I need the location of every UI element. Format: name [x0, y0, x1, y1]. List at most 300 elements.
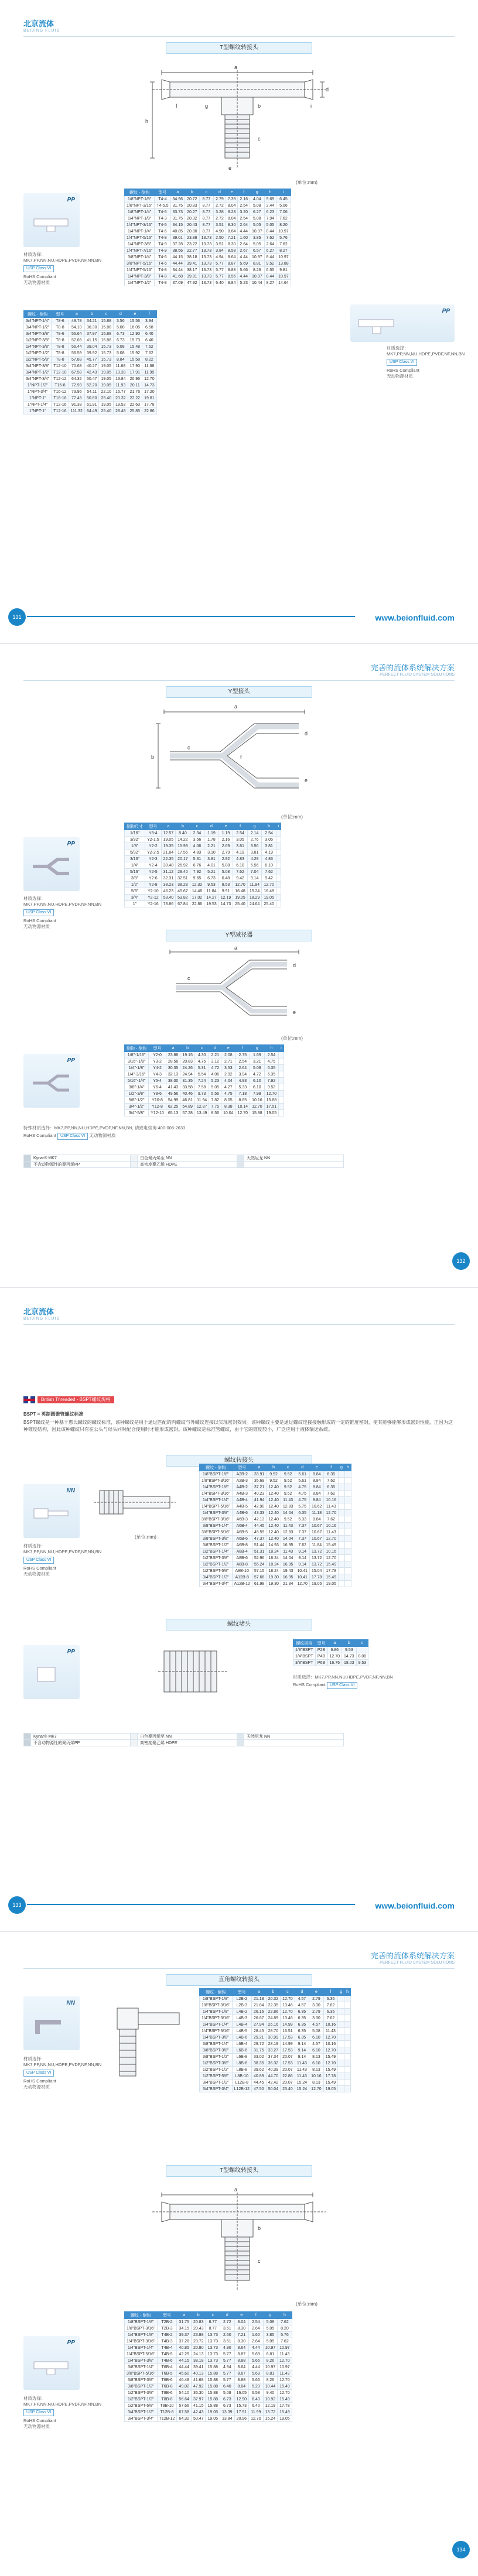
table-cell: 12.83 [281, 1503, 295, 1510]
table-row [125, 2409, 292, 2416]
svg-text:g: g [205, 103, 209, 109]
table-cell: 1" [125, 901, 145, 907]
table-cell: 3.51 [214, 241, 226, 248]
table-cell: 12.40 [267, 1510, 281, 1516]
table-cell: 13.73 [199, 235, 214, 241]
table-cell: 4.19 [262, 849, 276, 856]
table-cell: 17.53 [281, 2034, 295, 2041]
table-cell: A4B-5 [232, 1503, 252, 1510]
table-cell: 3.28 [214, 209, 226, 215]
column-header: b [266, 1989, 281, 1996]
table-cell: 2.69 [218, 843, 233, 849]
table-cell: 1/2"BSPT-3/8" [125, 2390, 158, 2396]
usp-badge: USP Class VI [387, 359, 417, 366]
column-header: d [295, 1989, 309, 1996]
table-cell: L8B-6 [232, 2060, 251, 2067]
table-cell: T12-10 [52, 369, 69, 376]
column-header: a [327, 1640, 342, 1647]
table-cell: Y2-2.5 [145, 849, 162, 856]
table-cell [344, 1471, 351, 1478]
table-cell: 10.14 [235, 1104, 250, 1110]
table-cell: 15.49 [324, 1561, 339, 1568]
table-cell [276, 862, 281, 869]
table-cell [276, 895, 281, 901]
table-cell: 1/4"NPT-3/8" [24, 344, 52, 350]
table-row [125, 2351, 292, 2358]
table-cell: 2.79 [214, 196, 226, 203]
table-cell: 4.90 [220, 2345, 235, 2351]
table-cell: 4.19 [233, 849, 248, 856]
table-cell: T4-8 [155, 267, 170, 273]
table-cell: 3/4"NPT-1/4" [24, 318, 52, 324]
table-cell: 3.30 [309, 2002, 324, 2009]
table-cell: 3.56 [247, 843, 262, 849]
table-cell [344, 1523, 351, 1529]
table-cell: 57.28 [180, 1110, 195, 1116]
table-cell: 15.04 [309, 1568, 324, 1574]
svg-text:e: e [305, 777, 308, 783]
table-cell [276, 849, 281, 856]
table-row [24, 376, 157, 382]
table-cell [338, 2034, 344, 2041]
table-cell [339, 1478, 345, 1484]
brand-logo: 北京流体 BEIJING FLUID [23, 1307, 60, 1321]
table-cell: 3/4"NPT-1/2" [24, 324, 52, 331]
table-cell: 3/16"-1/8" [125, 1059, 149, 1065]
table-cell [276, 901, 281, 907]
table-cell: 12.90 [128, 331, 142, 337]
table-cell: 8.64 [226, 228, 238, 235]
table-cell: 2.72 [214, 203, 226, 209]
table-cell: T4B-2 [157, 2332, 177, 2338]
column-header: 倒钩 - 倒钩 [125, 1045, 149, 1052]
table-cell: 19.35 [161, 843, 176, 849]
page-number: 132 [452, 1252, 470, 1270]
table-cell: 20.43 [185, 222, 200, 228]
table-cell: 8.28 [226, 209, 238, 215]
table-cell: 17.51 [264, 1104, 279, 1110]
table-cell: 5.77 [220, 2351, 235, 2358]
table-cell: 2.64 [238, 241, 250, 248]
table-cell: 5.05 [250, 222, 264, 228]
legend-label: 天然尼龙 NN [244, 1155, 344, 1162]
table-cell: 10.97 [278, 2345, 292, 2351]
elbow-drawing [88, 1991, 187, 2090]
table-cell: 22.35 [266, 2002, 281, 2009]
table-row [125, 2325, 292, 2332]
column-header: e [221, 1045, 236, 1052]
table-cell: 19.05 [233, 895, 248, 901]
table-cell: 23.88 [191, 2332, 206, 2338]
table-cell: T4-8 [155, 273, 170, 280]
table-row [24, 318, 157, 324]
table-cell: 15.73 [234, 2403, 249, 2409]
table-cell: 9.14 [247, 875, 262, 882]
table-cell: 11.43 [281, 1523, 295, 1529]
table-cell: 37.28 [170, 241, 185, 248]
table-cell: 16.95 [281, 1542, 295, 1549]
table-cell: 10.16 [323, 2041, 338, 2047]
table-cell: 15.73 [99, 357, 114, 363]
table-cell: 52.20 [84, 382, 99, 389]
table-cell: 35.69 [252, 1478, 267, 1484]
table-cell: 40.13 [191, 2371, 206, 2377]
table-cell [338, 2067, 344, 2073]
table-cell: 19.05 [262, 895, 276, 901]
table-cell: 33.27 [266, 2047, 281, 2054]
table-cell: 2.08 [221, 1052, 236, 1059]
table-cell: 7.58 [194, 1084, 209, 1091]
table-cell: A2B-2 [232, 1471, 252, 1478]
table-cell: 2.79 [218, 849, 233, 856]
table-cell: 8.30 [226, 222, 238, 228]
table-cell: 19.05 [278, 2416, 292, 2422]
table-cell: 67.58 [69, 369, 84, 376]
table-cell: 11.43 [281, 1549, 295, 1555]
footer-url[interactable]: www.beionfluid.com [375, 613, 455, 622]
table-cell: A6B-8 [232, 1542, 252, 1549]
table-cell: 9.53 [356, 1660, 368, 1666]
table-cell: 19.81 [142, 395, 157, 402]
table-cell: 12.40 [267, 1503, 281, 1510]
table-cell: Y2-8 [145, 882, 162, 888]
table-cell: 5.77 [214, 261, 226, 267]
table-cell: 7.62 [278, 2338, 292, 2345]
column-header: d [220, 2312, 235, 2319]
table-cell: 1/4"BSPT-3/8" [200, 1510, 233, 1516]
table-cell: 3/8"BSPT-3/8" [125, 2377, 158, 2383]
table-cell: 37.97 [84, 331, 99, 337]
table-row [200, 1471, 351, 1478]
table-cell: 20.83 [180, 1059, 195, 1065]
table-cell: 6.35 [295, 1510, 310, 1516]
table-cell: 9.52 [264, 261, 276, 267]
table-cell: 5.31 [194, 1065, 209, 1071]
table-header-row [125, 823, 281, 830]
table-cell: 3/8"BSPT-3/8" [200, 1536, 233, 1542]
side-notes: 材质选择：MK7,PP,NN,NU,HDPE,PVDF,NF,NN,BN USP Class VI RoHS Compliant 无动物源材质 [23, 896, 102, 929]
table-cell: 1/4"BSPT-5/16" [200, 2028, 233, 2034]
table-cell: 19.30 [267, 1581, 281, 1587]
table-cell: 4.30 [194, 1052, 209, 1059]
table-cell: T4-8 [155, 280, 170, 286]
table-cell: 3/4"NPT-1/2" [24, 369, 52, 376]
svg-text:b: b [151, 754, 155, 760]
table-cell: 14.73 [342, 1653, 357, 1660]
table-row [200, 1581, 351, 1587]
table-cell [276, 856, 281, 862]
table-cell: Y2-0 [149, 1052, 166, 1059]
table-cell: 4.72 [250, 1071, 265, 1078]
table-cell: T12B-8 [157, 2409, 177, 2416]
column-header: f [233, 823, 248, 830]
table-cell: 12.70 [295, 1581, 310, 1587]
table-cell: 12.40 [267, 1497, 281, 1503]
table-cell: 70.68 [69, 363, 84, 369]
table-row [293, 1660, 368, 1666]
table-row [125, 248, 291, 254]
table-cell: 3/4"BSPT-3/4" [200, 1581, 233, 1587]
table-cell: 40.85 [177, 2345, 192, 2351]
table-cell: 3/4"-1/2" [125, 1104, 149, 1110]
table-cell: 1/4"BSPT-3/16" [125, 2338, 158, 2345]
table-cell: 49.78 [69, 318, 84, 324]
table-row [125, 2358, 292, 2364]
adapter-fitting-icon [32, 1504, 70, 1523]
slogan: 完善的流体系统解决方案 PERFECT FLUID SYSTEM SOLUTIONS [370, 663, 455, 677]
table-cell: 42.42 [266, 2080, 281, 2086]
table-cell: 22.63 [128, 402, 142, 408]
table-cell: 11.43 [324, 1529, 339, 1536]
table-row [200, 1549, 351, 1555]
table-cell: 11.43 [295, 2060, 309, 2067]
usp-badge: USP Class VI [23, 2070, 54, 2077]
table-cell: 4.72 [209, 1065, 221, 1071]
table-cell [279, 1091, 284, 1097]
table-cell: 3.81 [233, 843, 248, 849]
table-cell [344, 2054, 351, 2060]
table-cell: 9.65 [190, 875, 204, 882]
table-cell: 3/8"BSPT-1/4" [200, 2041, 233, 2047]
table-cell: 5.56 [247, 862, 262, 869]
table-cell: 5.77 [220, 2358, 235, 2364]
table-cell: 1/2" [125, 882, 145, 888]
table-cell: A8B-6 [232, 1555, 252, 1561]
table-cell: 34.96 [170, 196, 185, 203]
table-cell: 20.27 [185, 209, 200, 215]
footer-url[interactable]: www.beionfluid.com [375, 1901, 455, 1910]
column-header: 型号 [145, 823, 162, 830]
legend-row [24, 1162, 344, 1168]
table-row [125, 235, 291, 241]
table-cell: 15.88 [99, 337, 114, 344]
table-cell [344, 1478, 351, 1484]
table-row [125, 875, 281, 882]
table-cell: 1/8"BSPT-3/16" [200, 2002, 233, 2009]
table-cell: 3.20 [238, 209, 250, 215]
table-cell: 16.48 [262, 888, 276, 895]
table-cell: A4B-6 [232, 1510, 252, 1516]
table-cell: 18.29 [247, 895, 262, 901]
table-cell: 18.24 [267, 1549, 281, 1555]
material-badge: PP [67, 1057, 75, 1064]
legend-label: 不含动物源性的聚丙烯PP [31, 1740, 131, 1746]
table-cell: 6.86 [327, 1647, 342, 1653]
table-cell: 10.67 [309, 1523, 324, 1529]
table-cell: 19.05 [99, 363, 114, 369]
table-cell: 12.40 [267, 1516, 281, 1523]
table-cell [279, 1097, 284, 1104]
table-cell: 52.96 [252, 1555, 267, 1561]
product-photo-nn [23, 1996, 80, 2050]
table-cell: 6.27 [264, 248, 276, 254]
product-photo-pp [23, 1054, 80, 1108]
table-cell: 6.45 [276, 196, 291, 203]
table-cell: 14.64 [276, 280, 291, 286]
unit-label: (单位:mm) [296, 180, 317, 185]
table-cell: 1/2"BSPT-1/2" [200, 2067, 233, 2073]
table-cell: 1/4"NPT-1/2" [125, 280, 155, 286]
table-cell: 4.83 [190, 849, 204, 856]
table-cell: 15.93 [176, 843, 190, 849]
table-cell: L2B-3 [232, 2002, 251, 2009]
table-cell: 5/32" [125, 849, 145, 856]
table-row [125, 869, 281, 875]
table-cell: 12.32 [190, 882, 204, 888]
special-note: 特殊材质选择：MK7,PP,NN,NU,HDPE,PVDF,NF,NN,BN, 请致电咨询 400-006-2633 RoHS Compliant USP Class VI 无动物源材质 [23, 1125, 305, 1142]
table-cell: 3/4"BSPT-3/4" [200, 2086, 233, 2092]
table-cell: Y8-4 [145, 830, 162, 837]
table-cell: 8.77 [199, 222, 214, 228]
table-cell: 20.83 [185, 203, 200, 209]
table-row [125, 2416, 292, 2422]
table-row [125, 241, 291, 248]
table-cell: 49.56 [166, 1091, 180, 1097]
table-cell [344, 2073, 351, 2080]
table-cell: 2.54 [249, 2319, 264, 2325]
material-legend [23, 1155, 344, 1168]
table-cell: 13.73 [199, 248, 214, 254]
table-cell: 2.64 [235, 1065, 250, 1071]
y-fitting-icon [32, 857, 70, 876]
table-cell: 73.95 [69, 389, 84, 395]
table-cell: 15.88 [206, 2396, 220, 2403]
table-cell: 43.33 [252, 1510, 267, 1516]
table-cell: 7.62 [276, 241, 291, 248]
table-cell [339, 1503, 345, 1510]
table-cell: Y2-16 [145, 901, 162, 907]
y-drawing [146, 700, 334, 811]
table-cell: 8.30 [234, 2325, 249, 2332]
table-cell: 19.43 [281, 1568, 295, 1574]
table-cell [338, 2022, 344, 2028]
table-row [200, 1516, 351, 1523]
table-cell: 111.32 [69, 408, 84, 415]
table-cell: 51.31 [252, 1549, 267, 1555]
table-cell: 1/4"BSPT-5/16" [200, 1503, 233, 1510]
table-cell: 1/4"BSPT-3/16" [200, 2015, 233, 2022]
table-cell: 2.79 [309, 2009, 324, 2015]
table-cell: 6.76 [190, 862, 204, 869]
table-cell: 8.77 [199, 209, 214, 215]
table-row [24, 369, 157, 376]
table-cell: 1/4"NPT-5/16" [125, 267, 155, 273]
catalog-page-133 [0, 1288, 478, 1932]
column-header: f [323, 1989, 338, 1996]
product-photo-pp [350, 304, 455, 342]
table-row [200, 1484, 351, 1491]
material-badge: PP [442, 308, 450, 314]
table-cell: 54.99 [166, 1097, 180, 1104]
table-cell: 8.77 [199, 215, 214, 222]
column-header: c [356, 1640, 368, 1647]
table-cell: 47.37 [252, 1536, 267, 1542]
table-cell: 6.10 [309, 2060, 324, 2067]
table-cell: 5.66 [238, 267, 250, 273]
table-cell [339, 1516, 345, 1523]
table-cell: 13.46 [281, 2002, 295, 2009]
table-cell: 6.10 [262, 862, 276, 869]
table-cell: T8-8 [52, 350, 69, 357]
table-cell: A8B-4 [232, 1549, 252, 1555]
column-header: 型号 [232, 1989, 251, 1996]
table-cell [344, 1497, 351, 1503]
intro-body: BSPT螺纹是一种基于惠氏螺纹的螺纹标准，该种螺纹是用于通过匹配的内螺纹与外螺纹连接以实现密封效果。该种螺纹主要是通过螺纹连接接触形成的一定的锥度密封，使其能够能够形成密封性能，正因为这种锥度结构，因此该种螺纹只有在公头与母头同时配合使用时才能形成密封。该种螺纹是标准管螺纹，由于它的锥度较小，广泛应用于液体输送系统。 [23, 1420, 453, 1432]
table-row [24, 389, 157, 395]
table-cell: 6.10 [309, 2034, 324, 2041]
table-cell: 2.76 [247, 837, 262, 843]
table-cell: 7.62 [323, 2015, 338, 2022]
table-cell: 9.91 [218, 888, 233, 895]
table-cell: 22.86 [281, 2073, 295, 2080]
usp-badge: USP Class VI [23, 909, 54, 916]
table-row [200, 1574, 351, 1581]
table-cell: T12B-12 [157, 2416, 177, 2422]
table-cell: 4.75 [264, 1059, 279, 1065]
table-cell: 40.89 [252, 2073, 267, 2080]
table-cell: 44.44 [177, 2364, 192, 2371]
table-cell: 15.24 [295, 2086, 309, 2092]
table-cell: P4B [315, 1653, 327, 1660]
table-cell: 34.44 [170, 267, 185, 273]
table-cell: 23.88 [166, 1052, 180, 1059]
table-cell: 24.13 [191, 2351, 206, 2358]
column-header: e [226, 189, 238, 196]
table-cell: 1/4"BSPT-5/16" [125, 2351, 158, 2358]
table-cell: 1.78 [204, 837, 219, 843]
table-cell: 5.54 [194, 1071, 209, 1078]
table-cell: 7.94 [264, 215, 276, 222]
table-cell: L4B-5 [232, 2028, 251, 2034]
table-row [24, 324, 157, 331]
table-cell: 3/8"-1/4" [125, 1084, 149, 1091]
table-cell: 51.44 [252, 1542, 267, 1549]
table-cell: A12B-8 [232, 1574, 252, 1581]
table-cell: 61.98 [252, 1581, 267, 1587]
spec-table-r1 [199, 1988, 351, 2092]
table-cell: 13.72 [309, 1561, 324, 1568]
legend-swatch [237, 1740, 244, 1746]
table-cell: 18.24 [267, 1568, 281, 1574]
table-cell: 1/8"BSPT-1/8" [200, 1996, 233, 2002]
table-cell: 37.21 [252, 1484, 267, 1491]
table-cell: 5.69 [238, 261, 250, 267]
usp-badge: USP Class VI [327, 1682, 357, 1689]
table-cell [338, 2047, 344, 2054]
table-cell: 11.43 [295, 2067, 309, 2073]
table-cell: 4.57 [309, 2041, 324, 2047]
svg-text:c: c [187, 745, 190, 751]
legend-swatch [24, 1740, 31, 1746]
table-cell: 2.64 [264, 241, 276, 248]
table-cell: L4B-6 [232, 2034, 251, 2041]
table-row [24, 363, 157, 369]
table-cell: 42.13 [252, 1516, 267, 1523]
table-cell: 1/8"NPT-3/16" [125, 203, 155, 209]
table-cell: 53.40 [161, 895, 176, 901]
column-header: 型号 [52, 311, 69, 318]
table-cell: 15.49 [324, 1542, 339, 1549]
table-cell: 10.97 [250, 273, 264, 280]
table-cell: 6.40 [142, 331, 157, 337]
table-cell: 41.68 [170, 273, 185, 280]
table-cell: 39.01 [170, 235, 185, 241]
table-cell: 38.00 [166, 1078, 180, 1084]
table-cell: 12.70 [323, 2034, 338, 2041]
table-cell: 8.64 [234, 2345, 249, 2351]
table-row [200, 2028, 351, 2034]
table-cell: 8.44 [264, 273, 276, 280]
